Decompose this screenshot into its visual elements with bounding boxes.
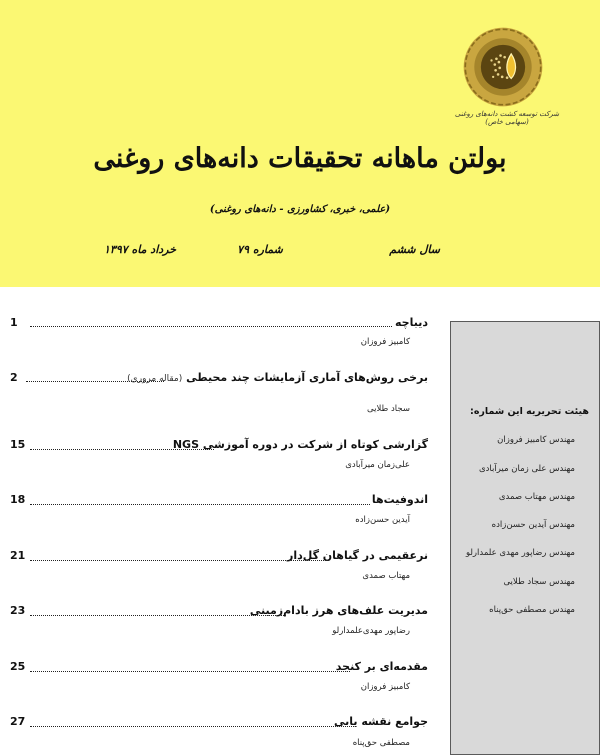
board-member: مهندس علی زمان میرآبادی — [478, 464, 575, 474]
toc-item-title[interactable]: اندوفیت‌ها — [371, 493, 428, 506]
issue-date: خرداد ماه ۱۳۹۷ — [104, 243, 177, 256]
company-name: شرکت توسعه کشت دانه‌های روغنی (سهامی خاص) — [454, 110, 560, 126]
toc-item-author: رضاپور مهدی‌علمدارلو — [332, 626, 410, 636]
toc-item-page: 15 — [10, 438, 26, 451]
editorial-board-heading: هیئت تحریریه این شماره: — [470, 406, 589, 417]
toc-item-title[interactable]: جوامع نقشه یابی — [333, 715, 428, 728]
toc-item-author: کامبیز فروزان — [360, 337, 410, 347]
toc-item-page: 2 — [10, 371, 18, 384]
toc-item-title[interactable]: گزارشی کوتاه از شرکت در دوره آموزشی NGS — [172, 438, 428, 451]
leader-dots — [30, 560, 328, 561]
editorial-board-panel — [450, 321, 600, 755]
board-member: مهندس آیدین حسن‌زاده — [491, 520, 575, 530]
toc-item-author: کامبیز فروزان — [360, 682, 410, 692]
toc-item-author: علی‌زمان میرآبادی — [345, 460, 410, 470]
leader-dots — [26, 381, 164, 382]
toc-item-page: 27 — [10, 715, 26, 728]
volume-year: سال ششم — [389, 243, 440, 256]
bulletin-subtitle: (علمی، خبری، کشاورزی - دانه‌های روغنی) — [209, 204, 391, 215]
toc-item-author: مهتاب صمدی — [362, 571, 410, 581]
leader-dots — [30, 449, 214, 450]
board-member: مهندس مصطفی حق‌پناه — [489, 605, 575, 615]
leader-dots — [30, 726, 356, 727]
toc-item-page: 25 — [10, 660, 26, 673]
toc-item-page: 1 — [10, 316, 18, 329]
toc-item-title[interactable]: مقدمه‌ای بر کنجد — [335, 660, 428, 673]
leader-dots — [30, 504, 370, 505]
board-member: مهندس کامبیز فروزان — [497, 435, 575, 445]
leader-dots — [30, 326, 392, 327]
toc-item-title[interactable]: مدیریت علف‌های هرز بادام‌زمینی — [249, 604, 428, 617]
board-member: مهندس سجاد طلایی — [503, 577, 575, 587]
issue-number: شماره ۷۹ — [237, 243, 283, 256]
sunflower-logo-icon — [462, 26, 544, 108]
leader-dots — [30, 671, 350, 672]
toc-item-title[interactable]: نرعقیمی در گیاهان گل‌دار — [287, 549, 428, 562]
leader-dots — [30, 615, 286, 616]
toc-item-title[interactable]: دیباچه — [395, 316, 428, 329]
toc-item-author: سجاد طلایی — [367, 404, 410, 414]
toc-item-page: 18 — [10, 493, 26, 506]
board-member: مهندس مهتاب صمدی — [498, 492, 575, 502]
toc-item-page: 23 — [10, 604, 26, 617]
board-member: مهندس رضاپور مهدی علمدارلو — [465, 548, 575, 558]
toc-item-author: آیدین حسن‌زاده — [355, 515, 410, 525]
bulletin-title: بولتن ماهانه تحقیقات دانه‌های روغنی — [93, 143, 507, 174]
toc-item-author: مصطفی حق‌پناه — [352, 738, 410, 748]
toc-item-title[interactable]: برخی روش‌های آماری آزمایشات چند محیطی (مقاله مروری) — [127, 371, 428, 384]
toc-item-page: 21 — [10, 549, 26, 562]
header-banner — [0, 0, 600, 287]
